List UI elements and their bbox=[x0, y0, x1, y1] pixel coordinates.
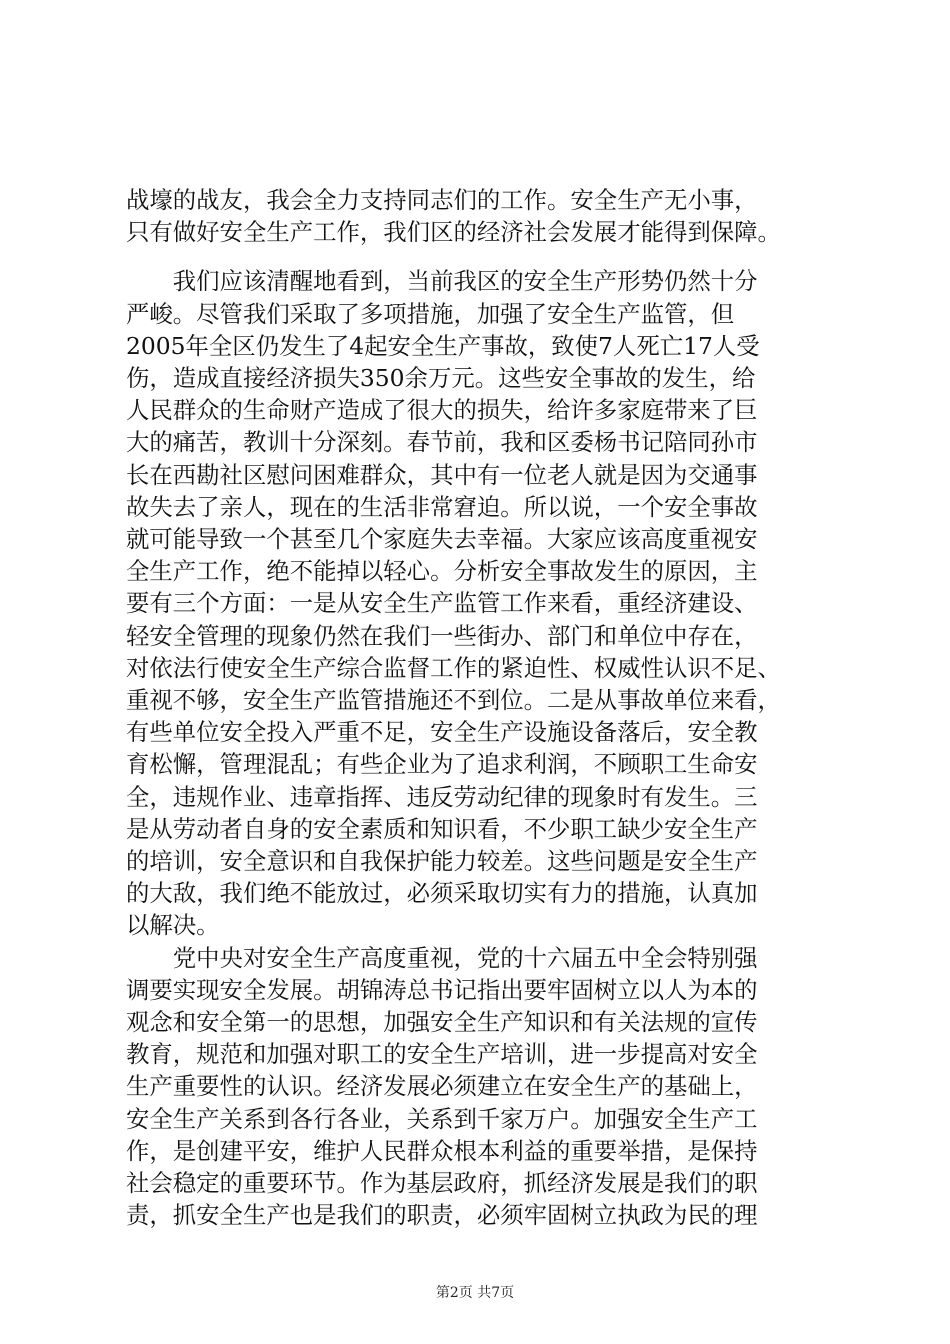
text-line: 党中央对安全生产高度重视，党的十六届五中全会特别强 bbox=[126, 943, 758, 972]
text-line: 育松懈，管理混乱；有些企业为了追求利润，不顾职工生命安 bbox=[126, 750, 758, 779]
text-line: 大的痛苦，教训十分深刻。春节前，我和区委杨书记陪同孙市 bbox=[126, 428, 758, 457]
text-line: 教育，规范和加强对职工的安全生产培训，进一步提高对安全 bbox=[126, 1040, 758, 1069]
text-line: 安全生产关系到各行各业，关系到千家万户。加强安全生产工 bbox=[126, 1104, 758, 1133]
text-line: 轻安全管理的现象仍然在我们一些街办、部门和单位中存在， bbox=[126, 621, 758, 650]
text-line: 全生产工作，绝不能掉以轻心。分析安全事故发生的原因，主 bbox=[126, 557, 758, 586]
text-line: 作，是创建平安，维护人民群众根本利益的重要举措，是保持 bbox=[126, 1136, 758, 1165]
text-line: 严峻。尽管我们采取了多项措施，加强了安全生产监管，但 bbox=[126, 299, 735, 328]
text-line: 观念和安全第一的思想，加强安全生产知识和有关法规的宣传 bbox=[126, 1008, 758, 1036]
text-line: 以解决。 bbox=[126, 911, 220, 940]
text-line: 责，抓安全生产也是我们的职责，必须牢固树立执政为民的理 bbox=[126, 1201, 758, 1230]
text-line: 伤，造成直接经济损失350余万元。这些安全事故的发生，给 bbox=[126, 364, 756, 392]
text-line: 要有三个方面：一是从安全生产监管工作来看，重经济建设、 bbox=[126, 589, 758, 618]
text-line: 长在西勘社区慰问困难群众，其中有一位老人就是因为交通事 bbox=[126, 460, 758, 489]
text-line: 全，违规作业、违章指挥、违反劳动纪律的现象时有发生。三 bbox=[126, 782, 758, 811]
text-line: 对依法行使安全生产综合监督工作的紧迫性、权威性认识不足、 bbox=[126, 653, 781, 682]
text-line: 社会稳定的重要环节。作为基层政府，抓经济发展是我们的职 bbox=[126, 1169, 758, 1197]
text-line: 只有做好安全生产工作，我们区的经济社会发展才能得到保障。 bbox=[126, 218, 781, 247]
text-line: 的大敌，我们绝不能放过，必须采取切实有力的措施，认真加 bbox=[126, 879, 758, 908]
text-line: 故失去了亲人，现在的生活非常窘迫。所以说，一个安全事故 bbox=[126, 492, 758, 521]
text-line: 生产重要性的认识。经济发展必须建立在安全生产的基础上， bbox=[126, 1072, 758, 1101]
text-line: 我们应该清醒地看到，当前我区的安全生产形势仍然十分 bbox=[126, 267, 758, 296]
text-line: 2005年全区仍发生了4起安全生产事故，致使7人死亡17人受 bbox=[126, 331, 760, 360]
text-line: 重视不够，安全生产监管措施还不到位。二是从事故单位来看， bbox=[126, 686, 781, 714]
page-number-footer: 第2页 共7页 bbox=[435, 1285, 515, 1301]
text-line: 有些单位安全投入严重不足，安全生产设施设备落后，安全教 bbox=[126, 718, 758, 747]
text-line: 的培训，安全意识和自我保护能力较差。这些问题是安全生产 bbox=[126, 847, 758, 875]
text-line: 调要实现安全发展。胡锦涛总书记指出要牢固树立以人为本的 bbox=[126, 975, 758, 1004]
text-line: 人民群众的生命财产造成了很大的损失，给许多家庭带来了巨 bbox=[126, 396, 758, 425]
text-line: 战壕的战友，我会全力支持同志们的工作。安全生产无小事， bbox=[126, 186, 758, 214]
text-line: 就可能导致一个甚至几个家庭失去幸福。大家应该高度重视安 bbox=[126, 525, 758, 553]
text-line: 是从劳动者自身的安全素质和知识看，不少职工缺少安全生产 bbox=[126, 814, 758, 843]
